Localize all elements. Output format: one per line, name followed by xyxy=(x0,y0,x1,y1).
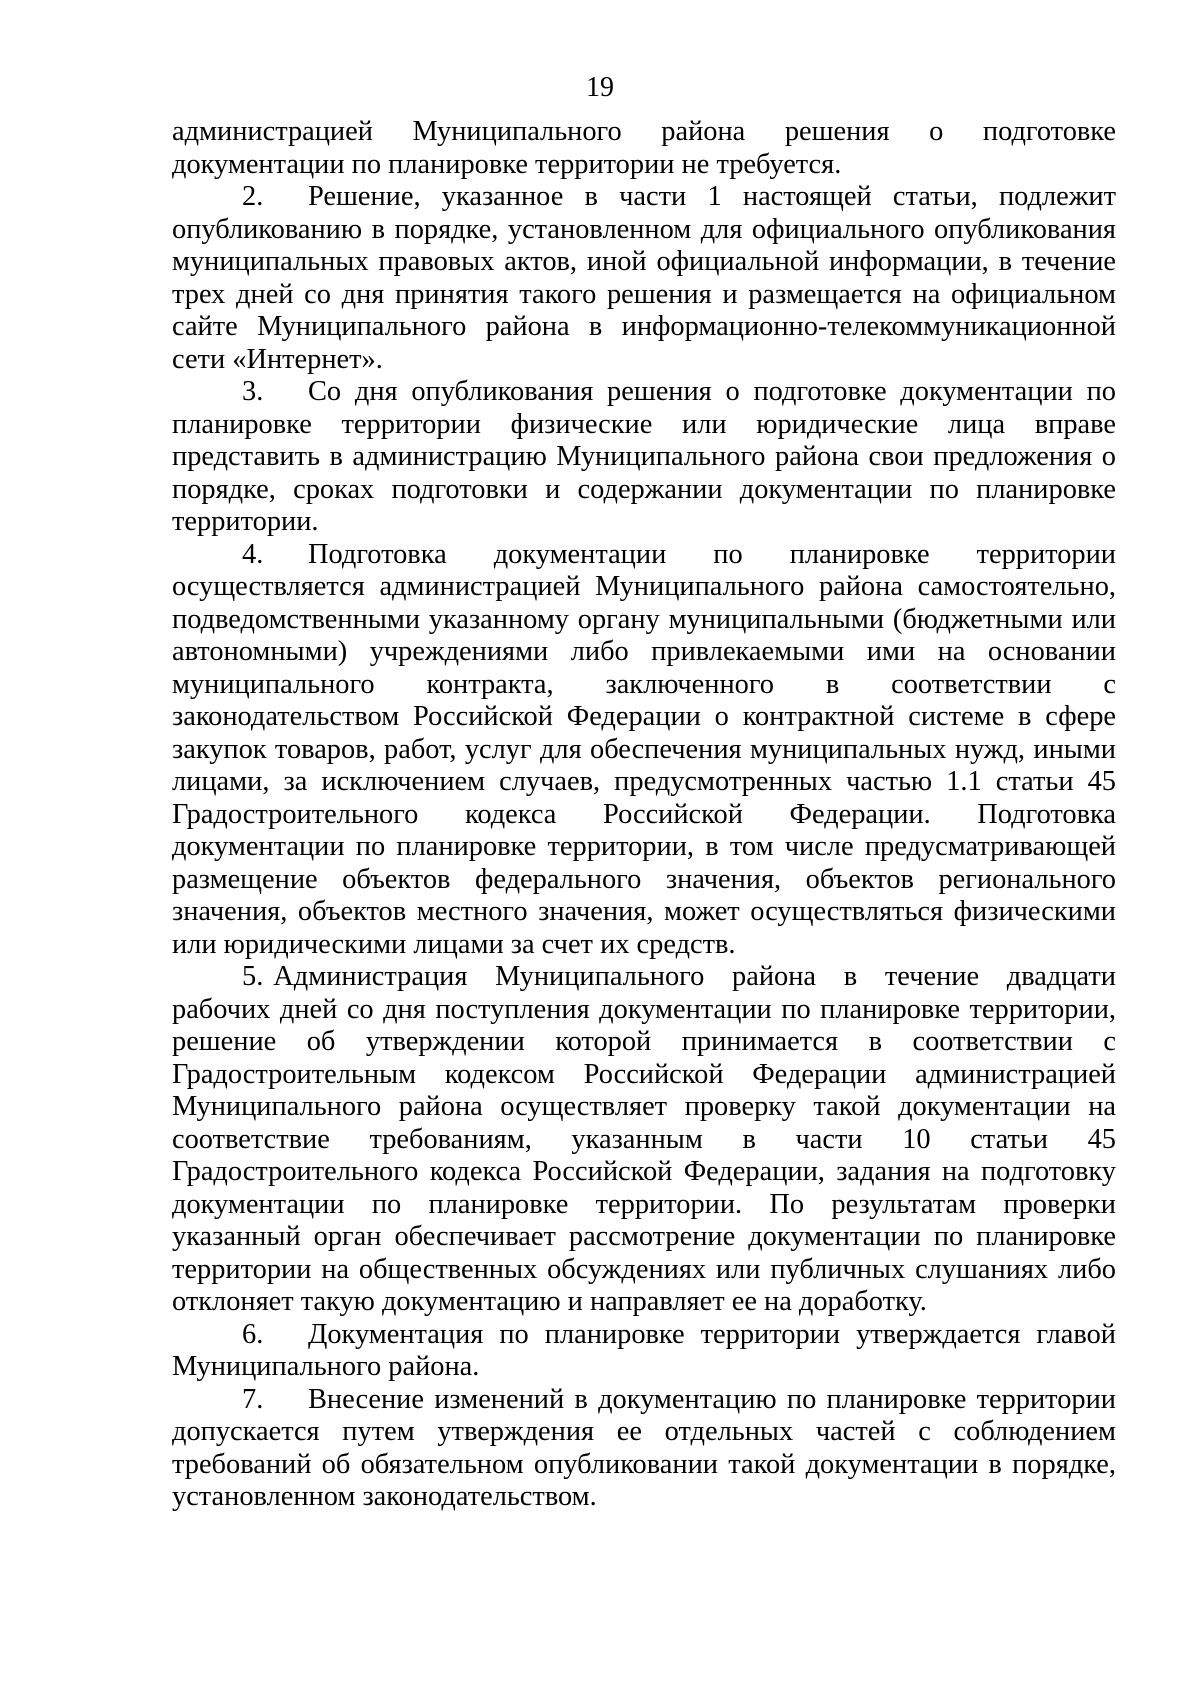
paragraph-6 xyxy=(172,1319,1116,1384)
paragraph-text: Подготовка документации по планировке территории осуществляется администрацией Муниципального района самостоятельно, подведомственными указанному органу муниципальными (бюджетными или автономными) учреждениями либо привлекаемыми ими на основании муниципального контракта, заключенного в соответствии с законодательством Российской Федерации о контрактной системе в сфере закупок товаров, работ, услуг для обеспечения муниципальных нужд, иными лицами, за исключением случаев, предусмотренных частью 1.1 статьи 45 Градостроительного кодекса Российской Федерации. Подготовка документации по планировке территории, в том числе предусматривающей размещение объектов федерального значения, объектов регионального значения, объектов местного значения, может осуществляться физическими или юридическими лицами за счет их средств. xyxy=(172,538,1116,960)
paragraph-text: Администрация Муниципального района в течение двадцати рабочих дней со дня поступления документации по планировке территории, решение об утверждении которой принимается в соответствии с Градостроительным кодексом Российской Федерации администрацией Муниципального района осуществляет проверку такой документации на соответствие требованиям, указанным в части 10 статьи 45 Градостроительного кодекса Российской Федерации, задания на подготовку документации по планировке территории. По результатам проверки указанный орган обеспечивает рассмотрение документации по планировке территории на общественных обсуждениях или публичных слушаниях либо отклоняет такую документацию и направляет ее на доработку. xyxy=(172,961,1116,1317)
paragraph-number: 6. xyxy=(242,1318,264,1350)
paragraph-number: 2. xyxy=(242,181,264,212)
paragraph-number: 7. xyxy=(242,1383,264,1415)
paragraph-3 xyxy=(172,376,1116,539)
paragraph-text: Документация по планировке территории утверждается главой Муниципального района. xyxy=(172,1318,1116,1382)
paragraph-7 xyxy=(172,1384,1116,1514)
paragraph-number: 5. xyxy=(242,961,264,992)
paragraph-text: администрацией Муниципального района решения о подготовке документации по планировке территории не требуется. xyxy=(172,116,1116,180)
paragraph-text: Со дня опубликования решения о подготовке документации по планировке территории физические или юридические лица вправе представить в администрацию Муниципального района свои предложения о порядке, сроках подготовки и содержании документации по планировке территории. xyxy=(172,376,1116,537)
paragraph-number: 3. xyxy=(242,376,264,407)
paragraph-2 xyxy=(172,181,1116,376)
paragraph-number: 4. xyxy=(242,538,264,570)
page-number: 19 xyxy=(586,72,614,103)
paragraph-5 xyxy=(172,961,1116,1319)
paragraph-continuation xyxy=(172,116,1116,181)
paragraph-text: Решение, указанное в части 1 настоящей статьи, подлежит опубликованию в порядке, установленном для официального опубликования муниципальных правовых актов, иной официальной информации, в течение трех дней со дня принятия такого решения и размещается на официальном сайте Муниципального района в информационно-телекоммуникационной сети «Интернет». xyxy=(172,181,1116,375)
paragraph-text: Внесение изменений в документацию по планировке территории допускается путем утверждения ее отдельных частей с соблюдением требований об обязательном опубликовании такой документации в порядке, установленном законодательством. xyxy=(172,1383,1116,1512)
paragraph-4 xyxy=(172,539,1116,962)
document-body xyxy=(172,116,1116,1514)
